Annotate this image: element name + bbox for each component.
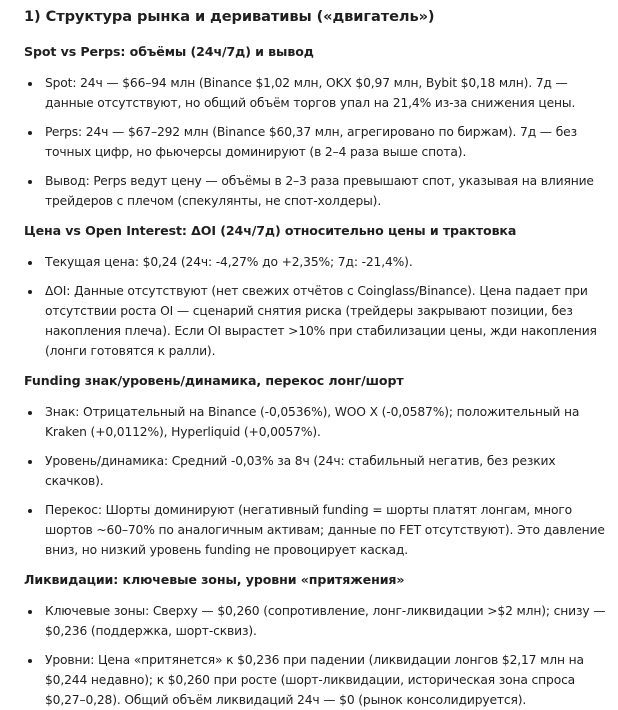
list-item: Перекос: Шорты доминируют (негативный funding = шорты платят лонгам, много шортов ~60–70% по аналогичным активам; данные по FET отсутствуют). Это давление вниз, но низкий уровень funding не провоцирует каскад. xyxy=(24,500,606,560)
bullet-list-liquidations xyxy=(24,601,606,710)
list-item: Ключевые зоны: Сверху — $0,260 (сопротивление, лонг-ликвидации >$2 млн); снизу — $0,236 (поддержка, шорт-сквиз). xyxy=(24,601,606,641)
bullet-list-funding xyxy=(24,402,606,560)
page-title: 1) Структура рынка и деривативы («двигатель») xyxy=(24,8,435,25)
list-item: Уровни: Цена «притянется» к $0,236 при падении (ликвидации лонгов $2,17 млн на $0,244 недавно); к $0,260 при росте (шорт-ликвидации, историческая зона спроса $0,27–0,28). Общий объём ликвидаций 24ч — $0 (рынок консолидируется). xyxy=(24,650,606,710)
list-item: ΔOI: Данные отсутствуют (нет свежих отчётов с Coinglass/Binance). Цена падает при отсутствии роста OI — сценарий снятия риска (трейдеры закрывают позиции, без накопления плеча). Если OI вырастет >10% при стабилизации цены, жди накопления (лонги готовятся к ралли). xyxy=(24,281,606,361)
list-item: Знак: Отрицательный на Binance (-0,0536%), WOO X (-0,0587%); положительный на Kraken (+0,0112%), Hyperliquid (+0,0057%). xyxy=(24,402,606,442)
section-heading-spot-vs-perps: Spot vs Perps: объёмы (24ч/7д) и вывод xyxy=(24,44,314,59)
list-item: Perps: 24ч — $67–292 млн (Binance $60,37 млн, агрегировано по биржам). 7д — без точных цифр, но фьючерсы доминируют (в 2–4 раза выше спота). xyxy=(24,122,606,162)
section-heading-liquidations: Ликвидации: ключевые зоны, уровни «притяжения» xyxy=(24,572,405,587)
section-heading-price-vs-oi: Цена vs Open Interest: ΔOI (24ч/7д) относительно цены и трактовка xyxy=(24,223,517,238)
list-item: Уровень/динамика: Средний -0,03% за 8ч (24ч: стабильный негатив, без резких скачков). xyxy=(24,451,606,491)
section-heading-funding: Funding знак/уровень/динамика, перекос лонг/шорт xyxy=(24,373,404,388)
list-item: Вывод: Perps ведут цену — объёмы в 2–3 раза превышают спот, указывая на влияние трейдеров с плечом (спекулянты, не спот-холдеры). xyxy=(24,171,606,211)
bullet-list-price-vs-oi xyxy=(24,252,606,361)
list-item: Spot: 24ч — $66–94 млн (Binance $1,02 млн, OKX $0,97 млн, Bybit $0,18 млн). 7д — данные отсутствуют, но общий объём торгов упал на 21,4% из-за снижения цены. xyxy=(24,73,606,113)
bullet-list-spot-vs-perps xyxy=(24,73,606,211)
list-item: Текущая цена: $0,24 (24ч: -4,27% до +2,35%; 7д: -21,4%). xyxy=(24,252,606,272)
